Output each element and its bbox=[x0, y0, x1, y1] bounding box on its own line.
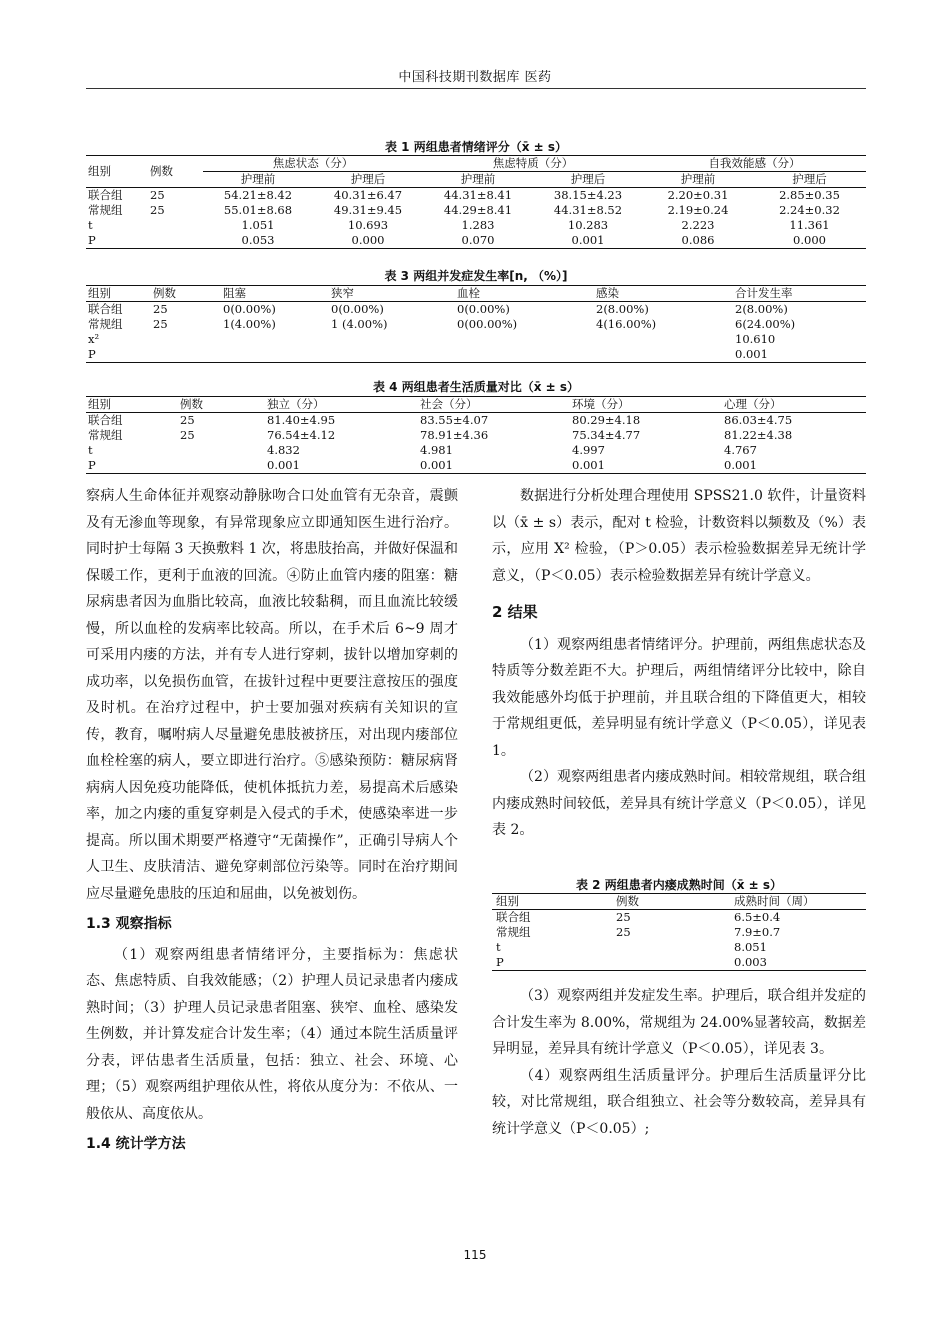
table4-cell: t bbox=[88, 443, 93, 457]
table4-cell: 4.981 bbox=[420, 443, 453, 457]
table1-cell: 44.29±8.41 bbox=[443, 203, 513, 217]
table3-row bbox=[86, 317, 866, 332]
table3-cell: 25 bbox=[153, 317, 168, 331]
table2-cell: 6.5±0.4 bbox=[734, 910, 781, 924]
table3-head: 组别 bbox=[86, 286, 151, 302]
table1-cell bbox=[148, 233, 203, 249]
table3-head: 感染 bbox=[594, 286, 733, 302]
table4-cell: 4.997 bbox=[572, 443, 605, 457]
table3-head: 例数 bbox=[151, 286, 221, 302]
table2-cell: 25 bbox=[616, 910, 631, 924]
table3-head: 合计发生率 bbox=[733, 286, 866, 302]
right-paragraph-3: （2）观察两组患者内瘘成熟时间。相较常规组，联合组内瘘成熟时间较低，差异具有统计学意义（P＜0.05），详见表 2。 bbox=[492, 769, 866, 838]
table1-group-self-efficacy: 自我效能感（分） bbox=[643, 156, 866, 172]
table1-cell: 44.31±8.52 bbox=[553, 203, 623, 217]
section-1-4-heading: 1.4 统计学方法 bbox=[86, 1136, 186, 1152]
table4-head: 心理（分） bbox=[722, 397, 866, 413]
table1-sub: 护理后 bbox=[313, 172, 423, 188]
right-column-bottom bbox=[492, 983, 866, 1142]
table3-cell bbox=[455, 347, 594, 363]
table3-cell: 0(0.00%) bbox=[331, 302, 384, 316]
table1-cell: 10.283 bbox=[567, 218, 609, 232]
table3-cell: 6(24.00%) bbox=[735, 317, 796, 331]
table1-row bbox=[86, 203, 866, 218]
table4-row bbox=[86, 413, 866, 429]
table4-cell: 81.22±4.38 bbox=[724, 428, 793, 442]
table1-sub: 护理前 bbox=[203, 172, 313, 188]
table2-cell bbox=[612, 940, 730, 955]
table4-head: 组别 bbox=[86, 397, 178, 413]
table2-head: 例数 bbox=[612, 894, 730, 910]
table1-cell: 55.01±8.68 bbox=[223, 203, 293, 217]
table3-cell bbox=[594, 347, 733, 363]
table1-sub: 护理前 bbox=[643, 172, 753, 188]
table3-cell bbox=[329, 332, 455, 347]
table1-cell: 44.31±8.41 bbox=[443, 188, 513, 202]
table2-cell: t bbox=[496, 940, 501, 954]
running-header: 中国科技期刊数据库 医药 bbox=[398, 70, 552, 85]
table1-head-group: 组别 bbox=[86, 156, 148, 188]
table1-row bbox=[86, 218, 866, 233]
table1-cell: 0.001 bbox=[533, 233, 643, 249]
table1-cell: P bbox=[86, 233, 148, 249]
table3-row bbox=[86, 302, 866, 318]
table1-cell: 49.31±9.45 bbox=[333, 203, 403, 217]
table3-cell bbox=[151, 347, 221, 363]
table3-cell: 常规组 bbox=[88, 317, 123, 331]
table3-cell: 1(4.00%) bbox=[223, 317, 276, 331]
table4-cell: 86.03±4.75 bbox=[724, 413, 793, 427]
table3-row bbox=[86, 347, 866, 363]
table4-cell: 0.001 bbox=[722, 458, 866, 474]
table1-cell: 38.15±4.23 bbox=[553, 188, 623, 202]
table3-cell: x² bbox=[88, 332, 100, 346]
table3-head: 狭窄 bbox=[329, 286, 455, 302]
table1-sub: 护理前 bbox=[423, 172, 533, 188]
table1-cell: 0.086 bbox=[643, 233, 753, 249]
table1-cell bbox=[148, 218, 203, 233]
table1-cell: 10.693 bbox=[347, 218, 389, 232]
table4-cell: P bbox=[86, 458, 178, 474]
table4-cell: 联合组 bbox=[88, 413, 123, 427]
table3-cell: 0(0.00%) bbox=[457, 302, 510, 316]
table1-sub: 护理后 bbox=[533, 172, 643, 188]
left-paragraph-1: 察病人生命体征并观察动静脉吻合口处血管有无杂音，震颤及有无渗血等现象，有异常现象应立即通知医生进行治疗。同时护士每隔 3 天换敷料 1 次，将患肢抬高，并做好保温和保暖工作，更利于血液的回流。④防止血管内瘘的阻塞：糖尿病患者因为血脂比较高，血液比较黏稠，而且血流比较缓慢，所以血栓的发病率比较高。所以，在手术后 6~9 周才可采用内瘘的方法，并有专人进行穿刺，拔针以增加穿刺的成功率，以免损伤血管，在拔针过程中更要注意按压的强度及时机。在治疗过程中，护士要加强对疾病有关知识的宣传，教育，嘱咐病人尽量避免患肢被挤压，对出现内瘘部位血栓栓塞的病人，要立即进行治疗。⑤感染预防：糖尿病肾病病人因免疫功能降低，使机体抵抗力差，易提高术后感染率，加之内瘘的重复穿刺是入侵式的手术，使感染率进一步提高。所以围术期要严格遵守“无菌操作”，正确引导病人个人卫生、皮肤清洁、避免穿刺部位污染等。同时在治疗期间应尽量避免患肢的压迫和屈曲，以免被划伤。 bbox=[86, 488, 458, 902]
table2-head: 组别 bbox=[492, 894, 612, 910]
table4-row bbox=[86, 443, 866, 458]
table2-caption: 表 2 两组患者内瘘成熟时间（x̄ ± s） bbox=[576, 878, 782, 892]
table2 bbox=[492, 893, 866, 971]
table4 bbox=[86, 396, 866, 474]
table3-cell bbox=[594, 332, 733, 347]
table2-cell: 8.051 bbox=[734, 940, 767, 954]
table3-caption: 表 3 两组并发症发生率[n, （%）] bbox=[384, 269, 568, 283]
table4-head: 环境（分） bbox=[570, 397, 722, 413]
table3-cell: 1 (4.00%) bbox=[331, 317, 388, 331]
table1-cell: 0.053 bbox=[203, 233, 313, 249]
table3-head: 血栓 bbox=[455, 286, 594, 302]
table3-cell: 0(0.00%) bbox=[223, 302, 276, 316]
table1-group-anxiety-state: 焦虑状态（分） bbox=[203, 156, 423, 172]
table2-row bbox=[492, 940, 866, 955]
table3-cell bbox=[455, 332, 594, 347]
table4-head: 例数 bbox=[178, 397, 265, 413]
table3-cell: 10.610 bbox=[735, 332, 776, 346]
table1-cell: 1.283 bbox=[461, 218, 495, 232]
table2-row bbox=[492, 955, 866, 971]
table1-cell: 0.000 bbox=[753, 233, 866, 249]
right-paragraph-5: （4）观察两组生活质量评分。护理后生活质量评分比较，对比常规组，联合组独立、社会等分数较高，差异具有统计学意义（P＜0.05）; bbox=[492, 1067, 866, 1137]
table1-cell: 常规组 bbox=[88, 203, 123, 217]
table4-row bbox=[86, 428, 866, 443]
table1-row bbox=[86, 188, 866, 204]
table3-cell: 4(16.00%) bbox=[596, 317, 657, 331]
table1-cell: 2.20±0.31 bbox=[667, 188, 729, 202]
header-rule bbox=[86, 88, 866, 89]
table3-cell bbox=[221, 347, 329, 363]
table1-row bbox=[86, 233, 866, 249]
table2-cell bbox=[612, 955, 730, 971]
table2-cell: P bbox=[492, 955, 612, 971]
table1-sub: 护理后 bbox=[753, 172, 866, 188]
table2-cell: 7.9±0.7 bbox=[734, 925, 781, 939]
table2-row bbox=[492, 925, 866, 940]
table3-cell bbox=[151, 332, 221, 347]
table4-cell bbox=[178, 443, 265, 458]
table4-row bbox=[86, 458, 866, 474]
table3-cell: 0.001 bbox=[733, 347, 866, 363]
right-paragraph-4: （3）观察两组并发症发生率。护理后，联合组并发症的合计发生率为 8.00%，常规组为 24.00%显著较高，数据差异明显，差异具有统计学意义（P＜0.05），详见表 3。 bbox=[492, 988, 866, 1057]
table1-cell: 0.070 bbox=[423, 233, 533, 249]
table3-cell bbox=[329, 347, 455, 363]
page-number: 115 bbox=[463, 1248, 487, 1262]
table3 bbox=[86, 285, 866, 363]
table3-cell bbox=[221, 332, 329, 347]
table1-cell: 25 bbox=[150, 188, 165, 202]
table1-cell: t bbox=[88, 218, 93, 232]
table1-cell: 25 bbox=[150, 203, 165, 217]
table3-row bbox=[86, 332, 866, 347]
table2-head: 成熟时间（周） bbox=[730, 894, 866, 910]
table1 bbox=[86, 155, 866, 249]
table1-group-anxiety-trait: 焦虑特质（分） bbox=[423, 156, 643, 172]
table3-head: 阻塞 bbox=[221, 286, 329, 302]
table4-head: 独立（分） bbox=[265, 397, 418, 413]
table1-cell: 0.000 bbox=[313, 233, 423, 249]
table1-cell: 联合组 bbox=[88, 188, 123, 202]
right-column-top bbox=[492, 483, 866, 844]
table4-cell bbox=[178, 458, 265, 474]
table4-cell: 80.29±4.18 bbox=[572, 413, 641, 427]
table4-caption: 表 4 两组患者生活质量对比（x̄ ± s） bbox=[373, 380, 579, 394]
table4-cell: 25 bbox=[180, 413, 195, 427]
right-paragraph-1: 数据进行分析处理合理使用 SPSS21.0 软件，计量资料以（x̄ ± s）表示，配对 t 检验，计数资料以频数及（%）表示，应用 X² 检验，（P＞0.05）表示检验数据差异无统计学意义，（P＜0.05）表示检验数据差异有统计学意义。 bbox=[492, 488, 866, 584]
table1-cell: 2.19±0.24 bbox=[667, 203, 729, 217]
table3-cell: 2(8.00%) bbox=[735, 302, 788, 316]
table2-cell: 25 bbox=[616, 925, 631, 939]
table3-cell: 25 bbox=[153, 302, 168, 316]
table1-cell: 1.051 bbox=[241, 218, 275, 232]
table4-cell: 4.767 bbox=[724, 443, 757, 457]
table2-cell: 0.003 bbox=[730, 955, 866, 971]
table4-cell: 75.34±4.77 bbox=[572, 428, 641, 442]
right-paragraph-2: （1）观察两组患者情绪评分。护理前，两组焦虑状态及特质等分数差距不大。护理后，两组情绪评分比较中，除自我效能感外均低于护理前，并且联合组的下降值更大，相较于常规组更低，差异明显有统计学意义（P＜0.05），详见表 1。 bbox=[492, 636, 866, 759]
table4-head: 社会（分） bbox=[418, 397, 570, 413]
table2-cell: 常规组 bbox=[496, 925, 531, 939]
section-2-heading: 2 结果 bbox=[492, 603, 538, 621]
left-paragraph-2: （1）观察两组患者情绪评分，主要指标为：焦虑状态、焦虑特质、自我效能感；（2）护理人员记录患者内瘘成熟时间；（3）护理人员记录患者阻塞、狭窄、血栓、感染发生例数，并计算发症合计发生率；（4）通过本院生活质量评分表，评估患者生活质量，包括：独立、社会、环境、心理；（5）观察两组护理依从性，将依从度分为：不依从、一般依从、高度依从。 bbox=[86, 946, 458, 1122]
table1-head-n: 例数 bbox=[148, 156, 203, 188]
table4-cell: 4.832 bbox=[267, 443, 300, 457]
table3-cell: P bbox=[86, 347, 151, 363]
table1-cell: 11.361 bbox=[789, 218, 830, 232]
table1-cell: 40.31±6.47 bbox=[333, 188, 403, 202]
table3-cell: 2(8.00%) bbox=[596, 302, 649, 316]
table3-cell: 联合组 bbox=[88, 302, 123, 316]
table4-cell: 83.55±4.07 bbox=[420, 413, 489, 427]
table1-cell: 54.21±8.42 bbox=[223, 188, 293, 202]
left-column bbox=[86, 483, 458, 1158]
table4-cell: 76.54±4.12 bbox=[267, 428, 336, 442]
table4-cell: 0.001 bbox=[418, 458, 570, 474]
table3-cell: 0(00.00%) bbox=[457, 317, 518, 331]
table2-cell: 联合组 bbox=[496, 910, 531, 924]
table4-cell: 25 bbox=[180, 428, 195, 442]
section-1-3-heading: 1.3 观察指标 bbox=[86, 916, 172, 932]
table2-row bbox=[492, 910, 866, 926]
table1-cell: 2.223 bbox=[681, 218, 715, 232]
table4-cell: 0.001 bbox=[570, 458, 722, 474]
table1-cell: 2.24±0.32 bbox=[779, 203, 840, 217]
table4-cell: 81.40±4.95 bbox=[267, 413, 336, 427]
table1-caption: 表 1 两组患者情绪评分（x̄ ± s） bbox=[385, 140, 567, 154]
table4-cell: 常规组 bbox=[88, 428, 123, 442]
table4-cell: 78.91±4.36 bbox=[420, 428, 489, 442]
table1-cell: 2.85±0.35 bbox=[779, 188, 840, 202]
table4-cell: 0.001 bbox=[265, 458, 418, 474]
